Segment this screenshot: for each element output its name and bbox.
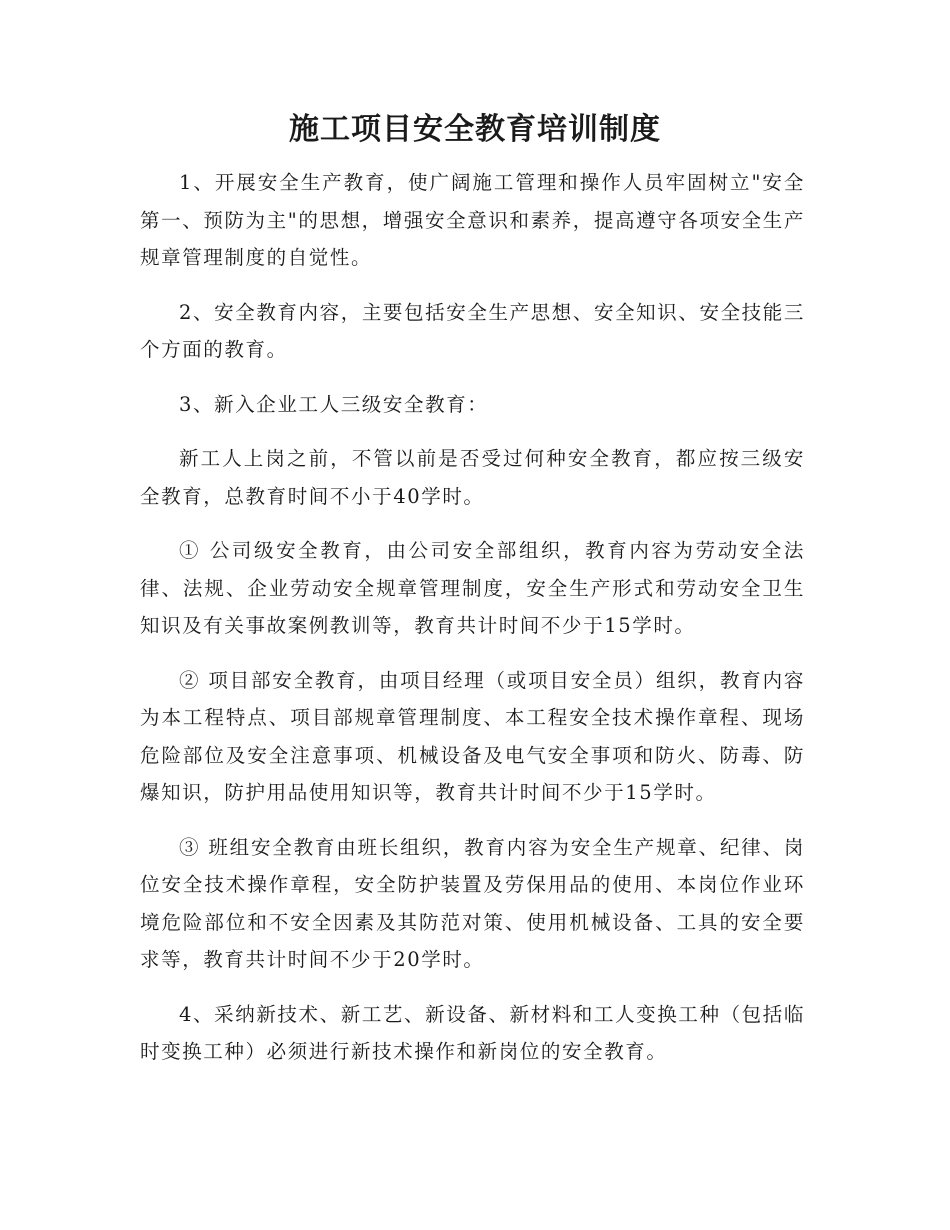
document-body xyxy=(140,164,805,1088)
paragraph-2: 2、安全教育内容，主要包括安全生产思想、安全知识、安全技能三个方面的教育。 xyxy=(140,300,805,361)
paragraph-7: ③ 班组安全教育由班长组织，教育内容为安全生产规章、纪律、岗位安全技术操作章程，安全防护装置及劳保用品的使用、本岗位作业环境危险部位和不安全因素及其防范对策、使用机械设备、工具的安全要求等，教育共计时间不少于20学时。 xyxy=(140,835,805,971)
paragraph-5: ① 公司级安全教育，由公司安全部组织，教育内容为劳动安全法律、法规、企业劳动安全规章管理制度，安全生产形式和劳动安全卫生知识及有关事故案例教训等，教育共计时间不少于15学时。 xyxy=(140,539,805,637)
paragraph-8: 4、采纳新技术、新工艺、新设备、新材料和工人变换工种（包括临时变换工种）必须进行新技术操作和新岗位的安全教育。 xyxy=(140,1002,805,1063)
paragraph-4: 新工人上岗之前，不管以前是否受过何种安全教育，都应按三级安全教育，总教育时间不小于40学时。 xyxy=(140,447,805,508)
paragraph-1: 1、开展安全生产教育，使广阔施工管理和操作人员牢固树立"安全第一、预防为主"的思想，增强安全意识和素养，提高遵守各项安全生产规章管理制度的自觉性。 xyxy=(140,171,805,269)
document-title: 施工项目安全教育培训制度 xyxy=(289,112,661,147)
paragraph-3: 3、新入企业工人三级安全教育： xyxy=(179,392,489,416)
paragraph-6: ② 项目部安全教育，由项目经理（或项目安全员）组织，教育内容为本工程特点、项目部规章管理制度、本工程安全技术操作章程、现场危险部位及安全注意事项、机械设备及电气安全事项和防火、防毒、防爆知识，防护用品使用知识等，教育共计时间不少于15学时。 xyxy=(140,668,805,804)
